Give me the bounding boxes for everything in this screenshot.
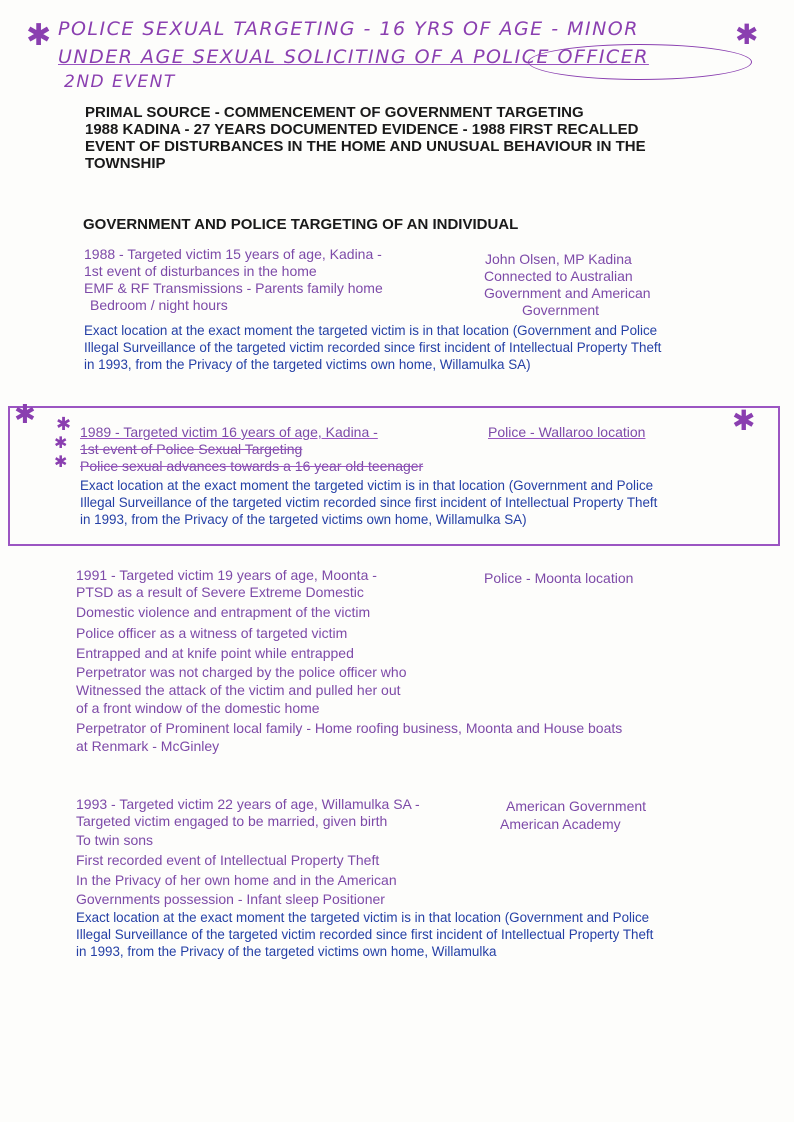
asterisk-mark: ✱ <box>54 433 68 452</box>
handwritten-note-line2: UNDER AGE SEXUAL SOLICITING OF A POLICE OFFICER <box>58 46 649 68</box>
section-title: GOVERNMENT AND POLICE TARGETING OF AN INDIVIDUAL <box>83 216 519 233</box>
circled-police-officer <box>528 44 752 80</box>
entry-1993-left-4: In the Privacy of her own home and in the American <box>76 872 397 888</box>
entry-1989-blue-2: in 1993, from the Privacy of the targeted victims own home, Willamulka SA) <box>80 512 527 527</box>
entry-1993-left-2: To twin sons <box>76 832 154 848</box>
entry-1988-blue-2: in 1993, from the Privacy of the targeted victims own home, Willamulka SA) <box>84 357 531 372</box>
entry-1988-left-1: 1st event of disturbances in the home <box>84 263 317 279</box>
entry-1988-blue-1: Illegal Surveillance of the targeted victim recorded since first incident of Intellectual Property Theft <box>84 340 662 355</box>
entry-1993-left-0: 1993 - Targeted victim 22 years of age, Willamulka SA - <box>76 796 420 812</box>
entry-1993-left-1: Targeted victim engaged to be married, given birth <box>76 813 388 829</box>
entry-1993-left-3: First recorded event of Intellectual Property Theft <box>76 852 380 868</box>
header-line4: TOWNSHIP <box>85 155 166 172</box>
entry-1989-right-0: Police - Wallaroo location <box>488 424 646 440</box>
entry-1988-left-2: EMF & RF Transmissions - Parents family home <box>84 280 383 296</box>
header-line3: EVENT OF DISTURBANCES IN THE HOME AND UNUSUAL BEHAVIOUR IN THE <box>85 138 646 155</box>
asterisk-mark: ✱ <box>732 404 756 437</box>
entry-1993-blue-2: in 1993, from the Privacy of the targeted victims own home, Willamulka <box>76 944 497 959</box>
entry-1988-blue-0: Exact location at the exact moment the targeted victim is in that location (Government and Police <box>84 323 658 338</box>
entry-1988-right-2: Government and American <box>484 285 651 301</box>
entry-1991-left-2: Domestic violence and entrapment of the victim <box>76 604 371 620</box>
header-line2: 1988 KADINA - 27 YEARS DOCUMENTED EVIDENCE - 1988 FIRST RECALLED <box>85 121 639 138</box>
entry-1989-left-0: 1989 - Targeted victim 16 years of age, Kadina - <box>80 424 378 440</box>
entry-1988-right-3: Government <box>522 302 600 318</box>
entry-1991-left-4: Entrapped and at knife point while entrapped <box>76 645 354 661</box>
entry-1993-blue-0: Exact location at the exact moment the targeted victim is in that location (Government and Police <box>76 910 650 925</box>
entry-1989-left-1: 1st event of Police Sexual Targeting <box>80 441 303 457</box>
header-line1: PRIMAL SOURCE - COMMENCEMENT OF GOVERNMENT TARGETING <box>85 104 584 121</box>
entry-1993-left-5: Governments possession - Infant sleep Positioner <box>76 891 385 907</box>
entry-1988-left-3: Bedroom / night hours <box>90 297 228 313</box>
handwritten-note-line1: POLICE SEXUAL TARGETING - 16 YRS OF AGE - MINOR <box>58 18 639 40</box>
entry-1991-left-5: Perpetrator was not charged by the police officer who <box>76 664 407 680</box>
entry-1988-left-0: 1988 - Targeted victim 15 years of age, Kadina - <box>84 246 382 262</box>
entry-1991-left-7: of a front window of the domestic home <box>76 700 320 716</box>
entry-1991-left-0: 1991 - Targeted victim 19 years of age, Moonta - <box>76 567 377 583</box>
asterisk-mark: ✱ <box>54 452 68 471</box>
entry-1991-left-6: Witnessed the attack of the victim and pulled her out <box>76 682 401 698</box>
entry-1989-left-2: Police sexual advances towards a 16 year old teenager <box>80 458 424 474</box>
asterisk-mark: ✱ <box>26 18 52 53</box>
entry-1991-left-9: at Renmark - McGinley <box>76 738 220 754</box>
entry-1988-right-1: Connected to Australian <box>484 268 633 284</box>
asterisk-mark: ✱ <box>14 400 36 430</box>
entry-1989-blue-1: Illegal Surveillance of the targeted victim recorded since first incident of Intellectual Property Theft <box>80 495 658 510</box>
entry-1991-left-8: Perpetrator of Prominent local family - Home roofing business, Moonta and House boats <box>76 720 623 736</box>
entry-1988-right-0: John Olsen, MP Kadina <box>485 251 632 267</box>
entry-1993-blue-1: Illegal Surveillance of the targeted victim recorded since first incident of Intellectual Property Theft <box>76 927 654 942</box>
handwritten-note-line3: 2ND EVENT <box>64 72 176 92</box>
entry-1991-left-3: Police officer as a witness of targeted victim <box>76 625 348 641</box>
asterisk-mark: ✱ <box>735 18 759 51</box>
entry-1991-right-0: Police - Moonta location <box>484 570 634 586</box>
asterisk-mark: ✱ <box>56 414 72 435</box>
entry-1993-right-1: American Academy <box>500 816 621 832</box>
entry-1993-right-0: American Government <box>506 798 647 814</box>
entry-1991-left-1: PTSD as a result of Severe Extreme Domestic <box>76 584 364 600</box>
entry-1989-blue-0: Exact location at the exact moment the targeted victim is in that location (Government and Police <box>80 478 654 493</box>
